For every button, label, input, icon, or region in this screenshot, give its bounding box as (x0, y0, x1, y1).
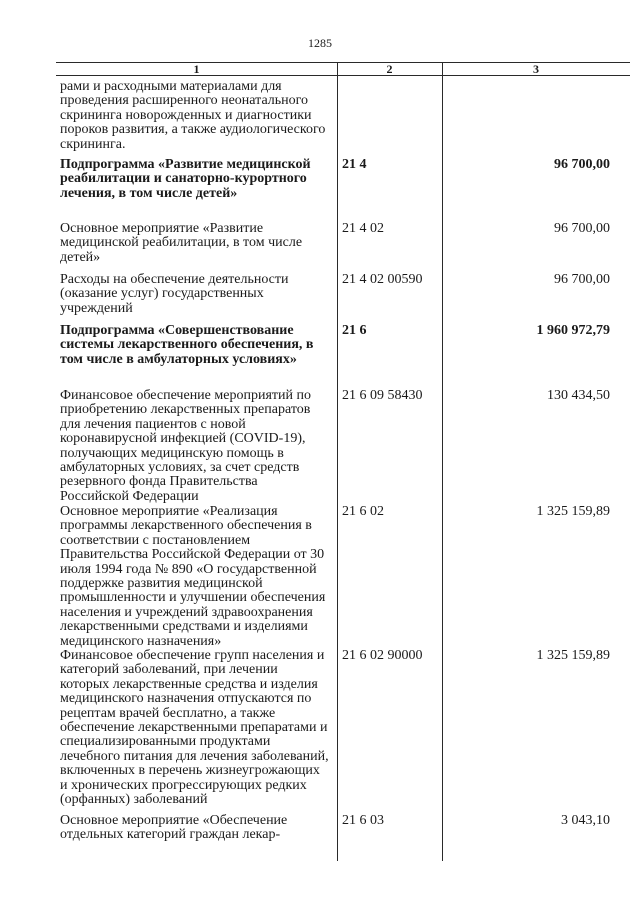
row-code: 21 6 02 90000 (342, 648, 423, 663)
row-amount: 96 700,00 (554, 221, 610, 236)
row-code: 21 6 02 (342, 504, 384, 519)
row-amount: 130 434,50 (547, 388, 610, 403)
row-amount: 1 325 159,89 (536, 648, 610, 663)
row-code: 21 6 (342, 323, 367, 338)
column-divider-1 (337, 62, 338, 861)
budget-table (56, 62, 630, 861)
row-amount: 1 325 159,89 (536, 504, 610, 519)
page-number: 1285 (308, 36, 332, 50)
row-code: 21 6 03 (342, 813, 384, 828)
row-amount: 3 043,10 (561, 813, 610, 828)
row-name: Подпрограмма «Развитие медицинской реабилитации и санаторно-курортного лечения, в том числе детей» (60, 157, 311, 201)
row-code: 21 4 (342, 157, 367, 172)
column-divider-2 (442, 62, 443, 861)
row-name: рами и расходными материалами для проведения расширенного неонатального скрининга новорожденных и диагностики пороков развития, а также аудиологического скрининга. (60, 79, 326, 152)
row-name: Финансовое обеспечение групп населения и категорий заболеваний, при лечении которых лекарственные средства и изделия медицинского назначения отпускаются по рецептам врачей бесплатно, а также обеспечение лекарственными препаратами и специализированными продуктами лечебного питания для лечения заболеваний, включенных в перечень жизнеугрожающих и хронических прогрессирующих редких (орфанных) заболеваний (60, 648, 329, 808)
row-code: 21 4 02 (342, 221, 384, 236)
column-header-1: 1 (193, 62, 200, 76)
row-name: Основное мероприятие «Обеспечение отдельных категорий граждан лекар- (60, 813, 288, 843)
row-name: Финансовое обеспечение мероприятий по приобретению лекарственных препаратов для лечения пациентов с новой коронавирусной инфекцией (COVID-19), получающих медицинскую помощь в амбулаторных условиях, за счет средств резервного фонда Правительства Российской Федерации (60, 388, 311, 504)
row-name: Подпрограмма «Совершенствование системы лекарственного обеспечения, в том числе в амбулаторных условиях» (60, 323, 314, 367)
column-header-3: 3 (533, 62, 539, 76)
row-name: Основное мероприятие «Реализация программы лекарственного обеспечения в соответствии с постановлением Правительства Российской Федерации от 30 июля 1994 года № 890 «О государственной поддержке развития медицинской промышленности и улучшении обеспечения населения и учреждений здравоохранения лекарственными средствами и изделиями медицинского назначения» (60, 504, 326, 649)
row-code: 21 6 09 58430 (342, 388, 423, 403)
row-name: Основное мероприятие «Развитие медицинской реабилитации, в том числе детей» (60, 221, 303, 265)
row-name: Расходы на обеспечение деятельности (оказание услуг) государственных учреждений (60, 272, 289, 316)
row-code: 21 4 02 00590 (342, 272, 423, 287)
row-amount: 96 700,00 (554, 157, 610, 172)
row-amount: 96 700,00 (554, 272, 610, 287)
column-header-2: 2 (386, 62, 393, 76)
row-amount: 1 960 972,79 (536, 323, 610, 338)
